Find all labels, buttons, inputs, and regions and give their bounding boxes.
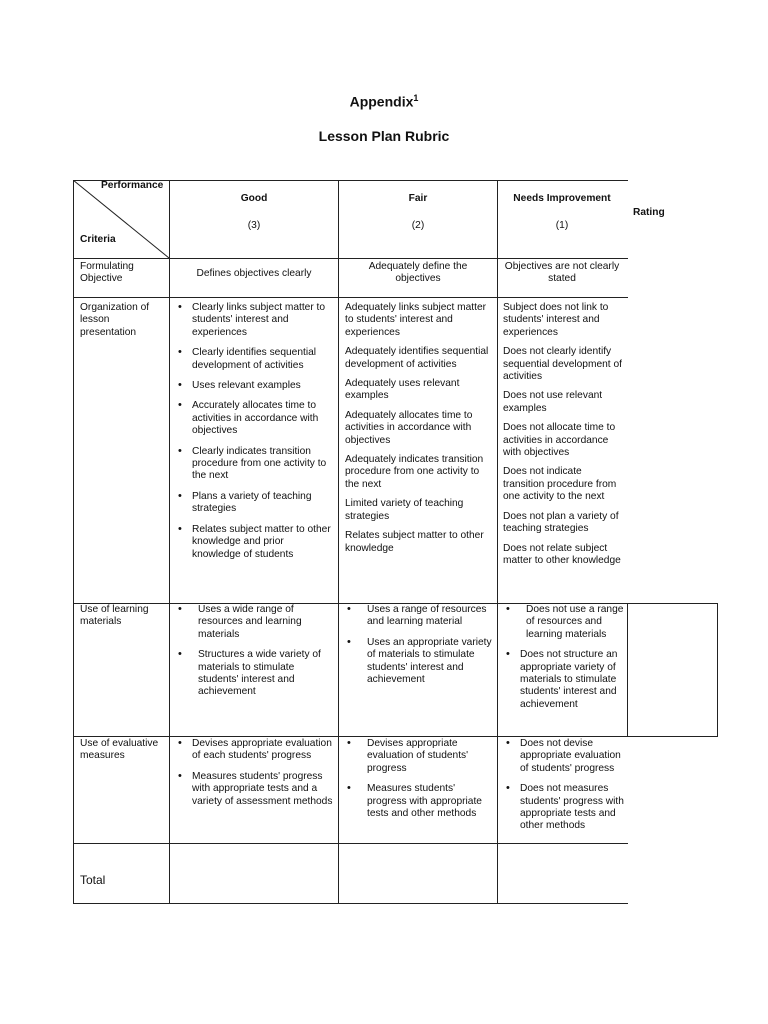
header-rating: Rating bbox=[633, 207, 665, 218]
total-label: Total bbox=[80, 873, 106, 887]
list-item: • Uses relevant examples bbox=[174, 380, 334, 392]
list-item: • Clearly links subject matter to students' interest and experiences bbox=[174, 302, 334, 339]
appendix-title-text: Appendix bbox=[349, 93, 414, 110]
list-item: • Does not devise appropriate evaluation of students' progress bbox=[502, 738, 626, 775]
header-fair: Fair bbox=[408, 193, 428, 204]
list-item: • Devises appropriate evaluation of each students' progress bbox=[174, 738, 336, 763]
list-item: Adequately identifies sequential development of activities bbox=[345, 346, 489, 370]
row-divider bbox=[73, 843, 628, 844]
list-item: • Structures a wide variety of materials to stimulate students' interest and achievement bbox=[174, 649, 334, 699]
needs-organization bbox=[503, 302, 624, 574]
list-item: Does not use relevant examples bbox=[503, 390, 603, 414]
header-good: Good bbox=[240, 193, 268, 204]
fair-evaluative-measures bbox=[343, 738, 493, 828]
row-divider bbox=[73, 297, 628, 298]
list-item: • Plans a variety of teaching strategies bbox=[174, 491, 334, 516]
needs-evaluative-measures-list bbox=[502, 738, 626, 833]
rating-column-border bbox=[717, 603, 718, 737]
good-organization bbox=[174, 302, 334, 569]
list-item: • Devises appropriate evaluation of students' progress bbox=[343, 738, 493, 775]
list-item: Adequately links subject matter to students' interest and experiences bbox=[345, 302, 486, 338]
list-item: • Accurately allocates time to activities in accordance with objectives bbox=[174, 400, 334, 437]
list-item: • Uses a range of resources and learning material bbox=[343, 604, 493, 629]
needs-learning-materials bbox=[502, 604, 625, 719]
good-organization-list bbox=[174, 302, 334, 561]
criterion-organization: Organization of lesson presentation bbox=[80, 302, 150, 338]
list-item: • Measures students' progress with appropriate tests and other methods bbox=[343, 783, 493, 820]
criterion-formulating-objective: Formulating Objective bbox=[80, 261, 134, 285]
fair-learning-materials-list bbox=[343, 604, 493, 686]
fair-evaluative-measures-list bbox=[343, 738, 493, 820]
good-formulating-objective: Defines objectives clearly bbox=[196, 268, 312, 279]
list-item: • Clearly identifies sequential development of activities bbox=[174, 347, 334, 372]
list-item: Limited variety of teaching strategies bbox=[345, 498, 464, 522]
footnote-marker: 1 bbox=[413, 93, 419, 103]
list-item: Relates subject matter to other knowledge bbox=[345, 530, 484, 554]
criterion-evaluative-measures: Use of evaluative measures bbox=[80, 738, 159, 762]
rubric-title: Lesson Plan Rubric bbox=[318, 128, 450, 144]
table-border-left bbox=[73, 180, 74, 904]
table-border-bottom bbox=[73, 903, 628, 904]
list-item: Does not clearly identify sequential development of activities bbox=[503, 346, 622, 383]
good-learning-materials-list bbox=[174, 604, 334, 699]
header-performance: Performance bbox=[101, 180, 164, 191]
list-item: • Measures students' progress with appropriate tests and a variety of assessment methods bbox=[174, 771, 336, 808]
good-learning-materials bbox=[174, 604, 334, 707]
good-evaluative-measures-list bbox=[174, 738, 336, 808]
list-item: • Clearly indicates transition procedure from one activity to the next bbox=[174, 446, 334, 483]
good-evaluative-measures bbox=[174, 738, 336, 816]
list-item: Does not allocate time to activities in accordance with objectives bbox=[503, 422, 616, 459]
header-needs-improvement-score: (1) bbox=[555, 220, 569, 231]
header-criteria: Criteria bbox=[80, 234, 116, 245]
needs-formulating-objective: Objectives are not clearly stated bbox=[504, 261, 620, 285]
header-needs-improvement: Needs Improvement bbox=[513, 193, 611, 204]
fair-formulating-objective: Adequately define the objectives bbox=[368, 261, 468, 285]
criterion-learning-materials: Use of learning materials bbox=[80, 604, 149, 628]
column-divider bbox=[497, 180, 498, 904]
list-item: Adequately uses relevant examples bbox=[345, 378, 460, 402]
fair-organization bbox=[345, 302, 493, 562]
needs-learning-materials-list bbox=[502, 604, 625, 711]
fair-learning-materials bbox=[343, 604, 493, 694]
column-divider bbox=[169, 180, 170, 904]
list-item: Adequately indicates transition procedure from one activity to the next bbox=[345, 454, 484, 490]
needs-evaluative-measures bbox=[502, 738, 626, 841]
appendix-title bbox=[0, 93, 768, 110]
list-item: Adequately allocates time to activities in accordance with objectives bbox=[345, 409, 473, 446]
list-item: Does not relate subject matter to other knowledge bbox=[503, 542, 621, 566]
rating-column-divider bbox=[627, 603, 628, 737]
list-item: • Relates subject matter to other knowledge and prior knowledge of students bbox=[174, 524, 334, 561]
list-item: • Does not structure an appropriate variety of materials to stimulate students' interest and achievement bbox=[502, 649, 625, 711]
header-fair-score: (2) bbox=[411, 220, 425, 231]
list-item: • Does not measures students' progress with appropriate tests and other methods bbox=[502, 783, 626, 833]
header-good-score: (3) bbox=[247, 220, 261, 231]
list-item: • Uses a wide range of resources and learning materials bbox=[174, 604, 334, 641]
list-item: Subject does not link to students' interest and experiences bbox=[503, 302, 609, 338]
list-item: • Uses an appropriate variety of materials to stimulate students' interest and achievement bbox=[343, 637, 493, 687]
column-divider bbox=[338, 180, 339, 904]
list-item: Does not plan a variety of teaching strategies bbox=[503, 510, 619, 535]
list-item: • Does not use a range of resources and learning materials bbox=[502, 604, 625, 641]
list-item: Does not indicate transition procedure from one activity to the next bbox=[503, 466, 617, 503]
